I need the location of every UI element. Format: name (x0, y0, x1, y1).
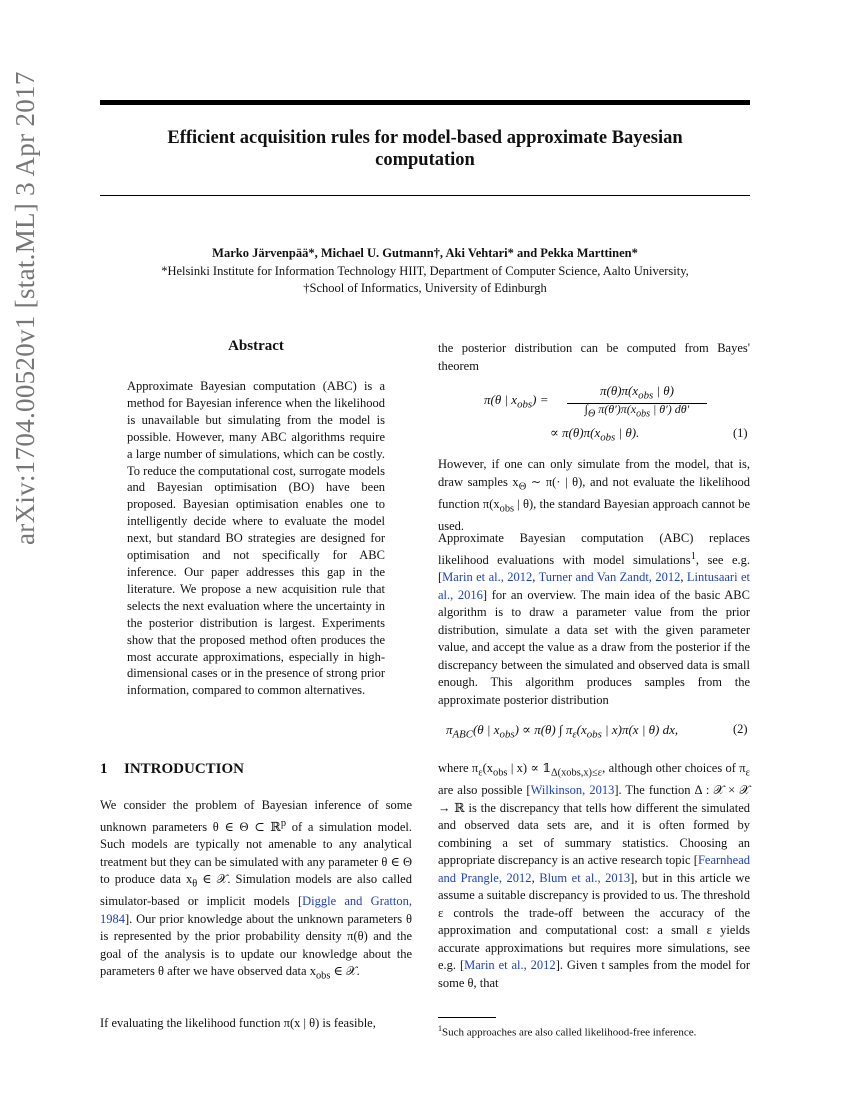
right-paragraph-1: the posterior distribution can be computed from Bayes' theorem (438, 341, 750, 373)
top-rule (100, 100, 750, 105)
citation-link[interactable]: Fearnhead and Prangle, 2012 (438, 853, 750, 885)
equation-1-lhs: π(θ | $x_{obs}$) = (484, 392, 549, 411)
author-list: Marko Järvenpää*, Michael U. Gutmann†, Aki Vehtari* and Pekka Marttinen* (212, 246, 638, 260)
citation-link[interactable]: Turner and Van Zandt, 2012 (538, 570, 681, 585)
equation-1-numerator: $\pi(\theta)\pi(x_{obs}$ | θ) (567, 383, 707, 404)
right-paragraph-3: Approximate Bayesian computation (ABC) replaces likelihood evaluations with model simulations$^1$, see e.g. [Marin et al., 2012, Turner and Van Zandt, 2012, Lintusaari et al., 2016] for an overview. The main idea of the basic ABC algorithm is to draw a parameter value from the prior distribution, simulate a data set with the given parameter value, and accept the value as a draw from the posterior if the discrepancy between the simulated and observed data is small enough. This algorithm produces samples from the approximate posterior distribution (438, 531, 750, 707)
equation-2: $\pi_{ABC}(\theta$ | $x_{obs}) \propto \pi(\theta)$ ∫ $\pi_\varepsilon(x_{obs}$ | x)π(x | θ) dx, (446, 722, 679, 741)
right-paragraph-2: However, if one can only simulate from the model, that is, draw samples $x_\Theta$ ∼ π(· | θ), and not evaluate the likelihood function $\pi(x_{obs}$ | θ), the standard Bayesian approach cannot be used. (438, 457, 750, 533)
footnote-rule (438, 1017, 496, 1018)
citation-link[interactable]: Lintusaari et al., 2016 (438, 570, 750, 602)
footnote-1: $^1$Such approaches are also called likelihood-free inference. (438, 1024, 697, 1039)
arxiv-sidebar-stamp: arXiv:1704.00520v1 [stat.ML] 3 Apr 2017 (10, 71, 40, 545)
affiliation-2: †School of Informatics, University of Edinburgh (303, 281, 547, 295)
intro-paragraph-1: We consider the problem of Bayesian inference of some unknown parameters θ ∈ Θ ⊂ ℝ$^p$ of a simulation model. Such models are typically not amenable to any analytical treatment but they can be simulated with any parameter θ ∈ Θ to produce data $x_\theta$ ∈ 𝒳. Simulation models are also called simulator-based or implicit models [Diggle and Gratton, 1984]. Our prior knowledge about the unknown parameters θ is represented by the prior probability density π(θ) and the goal of the analysis is to update our knowledge about the parameters θ after we have observed data $x_{obs}$ ∈ 𝒳. (100, 798, 413, 982)
equation-2-label: (2) (733, 722, 748, 736)
intro-paragraph-2: If evaluating the likelihood function π(x | θ) is feasible, (100, 1016, 376, 1030)
right-paragraph-4: where $\pi_\varepsilon(x_{obs}$ | $x) \propto 𝟙_{\Delta(xobs,x)\le\varepsilon}$, although other choices of $\pi_\varepsilon$ are also possible [Wilkinson, 2013]. The function Δ : 𝒳 × 𝒳 → ℝ is the discrepancy that tells how different the simulated and observed data sets are, and it is often formed by combining a set of summary statistics. Choosing an appropriate discrepancy is an active research topic [Fearnhead and Prangle, 2012, Blum et al., 2013], but in this article we assume a suitable discrepancy is provided to us. The threshold ε controls the trade-off between the accuracy of the approximation and computational cost: a small ε yields accurate approximations but requires more simulations, see e.g. [Marin et al., 2012]. Given t samples from the model for some θ, that (438, 761, 751, 990)
citation-link[interactable]: Marin et al., 2012 (442, 570, 533, 585)
citation-link[interactable]: Wilkinson, 2013 (530, 783, 615, 797)
equation-1-label: (1) (733, 426, 748, 440)
citation-link[interactable]: Blum et al., 2013 (539, 870, 631, 885)
title-rule (100, 195, 750, 196)
section-heading-introduction: 1 INTRODUCTION (100, 761, 245, 777)
citation-link[interactable]: Diggle and Gratton, 1984 (100, 894, 412, 926)
paper-title: Efficient acquisition rules for model-based approximate Bayesian computation (167, 128, 683, 170)
affiliation-1: *Helsinki Institute for Information Technology HIIT, Department of Computer Science, Aalto University, (161, 264, 689, 278)
citation-link[interactable]: Marin et al., 2012 (464, 958, 556, 972)
abstract-heading: Abstract (228, 338, 284, 354)
abstract-body: Approximate Bayesian computation (ABC) is a method for Bayesian inference when the likelihood is unavailable but simulating from the model is possible. However, many ABC algorithms require a large number of simulations, which can be costly. To reduce the computational cost, surrogate models and Bayesian optimisation (BO) have been proposed. Bayesian optimisation enables one to intelligently decide where to evaluate the model next, but standard BO strategies are designed for optimisation and not specifically for ABC inference. Our paper addresses this gap in the literature. We propose a new acquisition rule that selects the next evaluation where the uncertainty in the posterior distribution is largest. Experiments show that the proposed method often produces the most accurate approximations, especially in high-dimensional cases or in the presence of strong prior information, compared to common alternatives. (127, 379, 385, 698)
equation-1-denominator: $\int_\Theta$ $\pi(\theta')\pi(x_{obs}$ | θ′) dθ′ (584, 402, 690, 420)
equation-1-line2: ∝ $\pi(\theta)\pi(x_{obs}$ | θ). (550, 425, 640, 444)
